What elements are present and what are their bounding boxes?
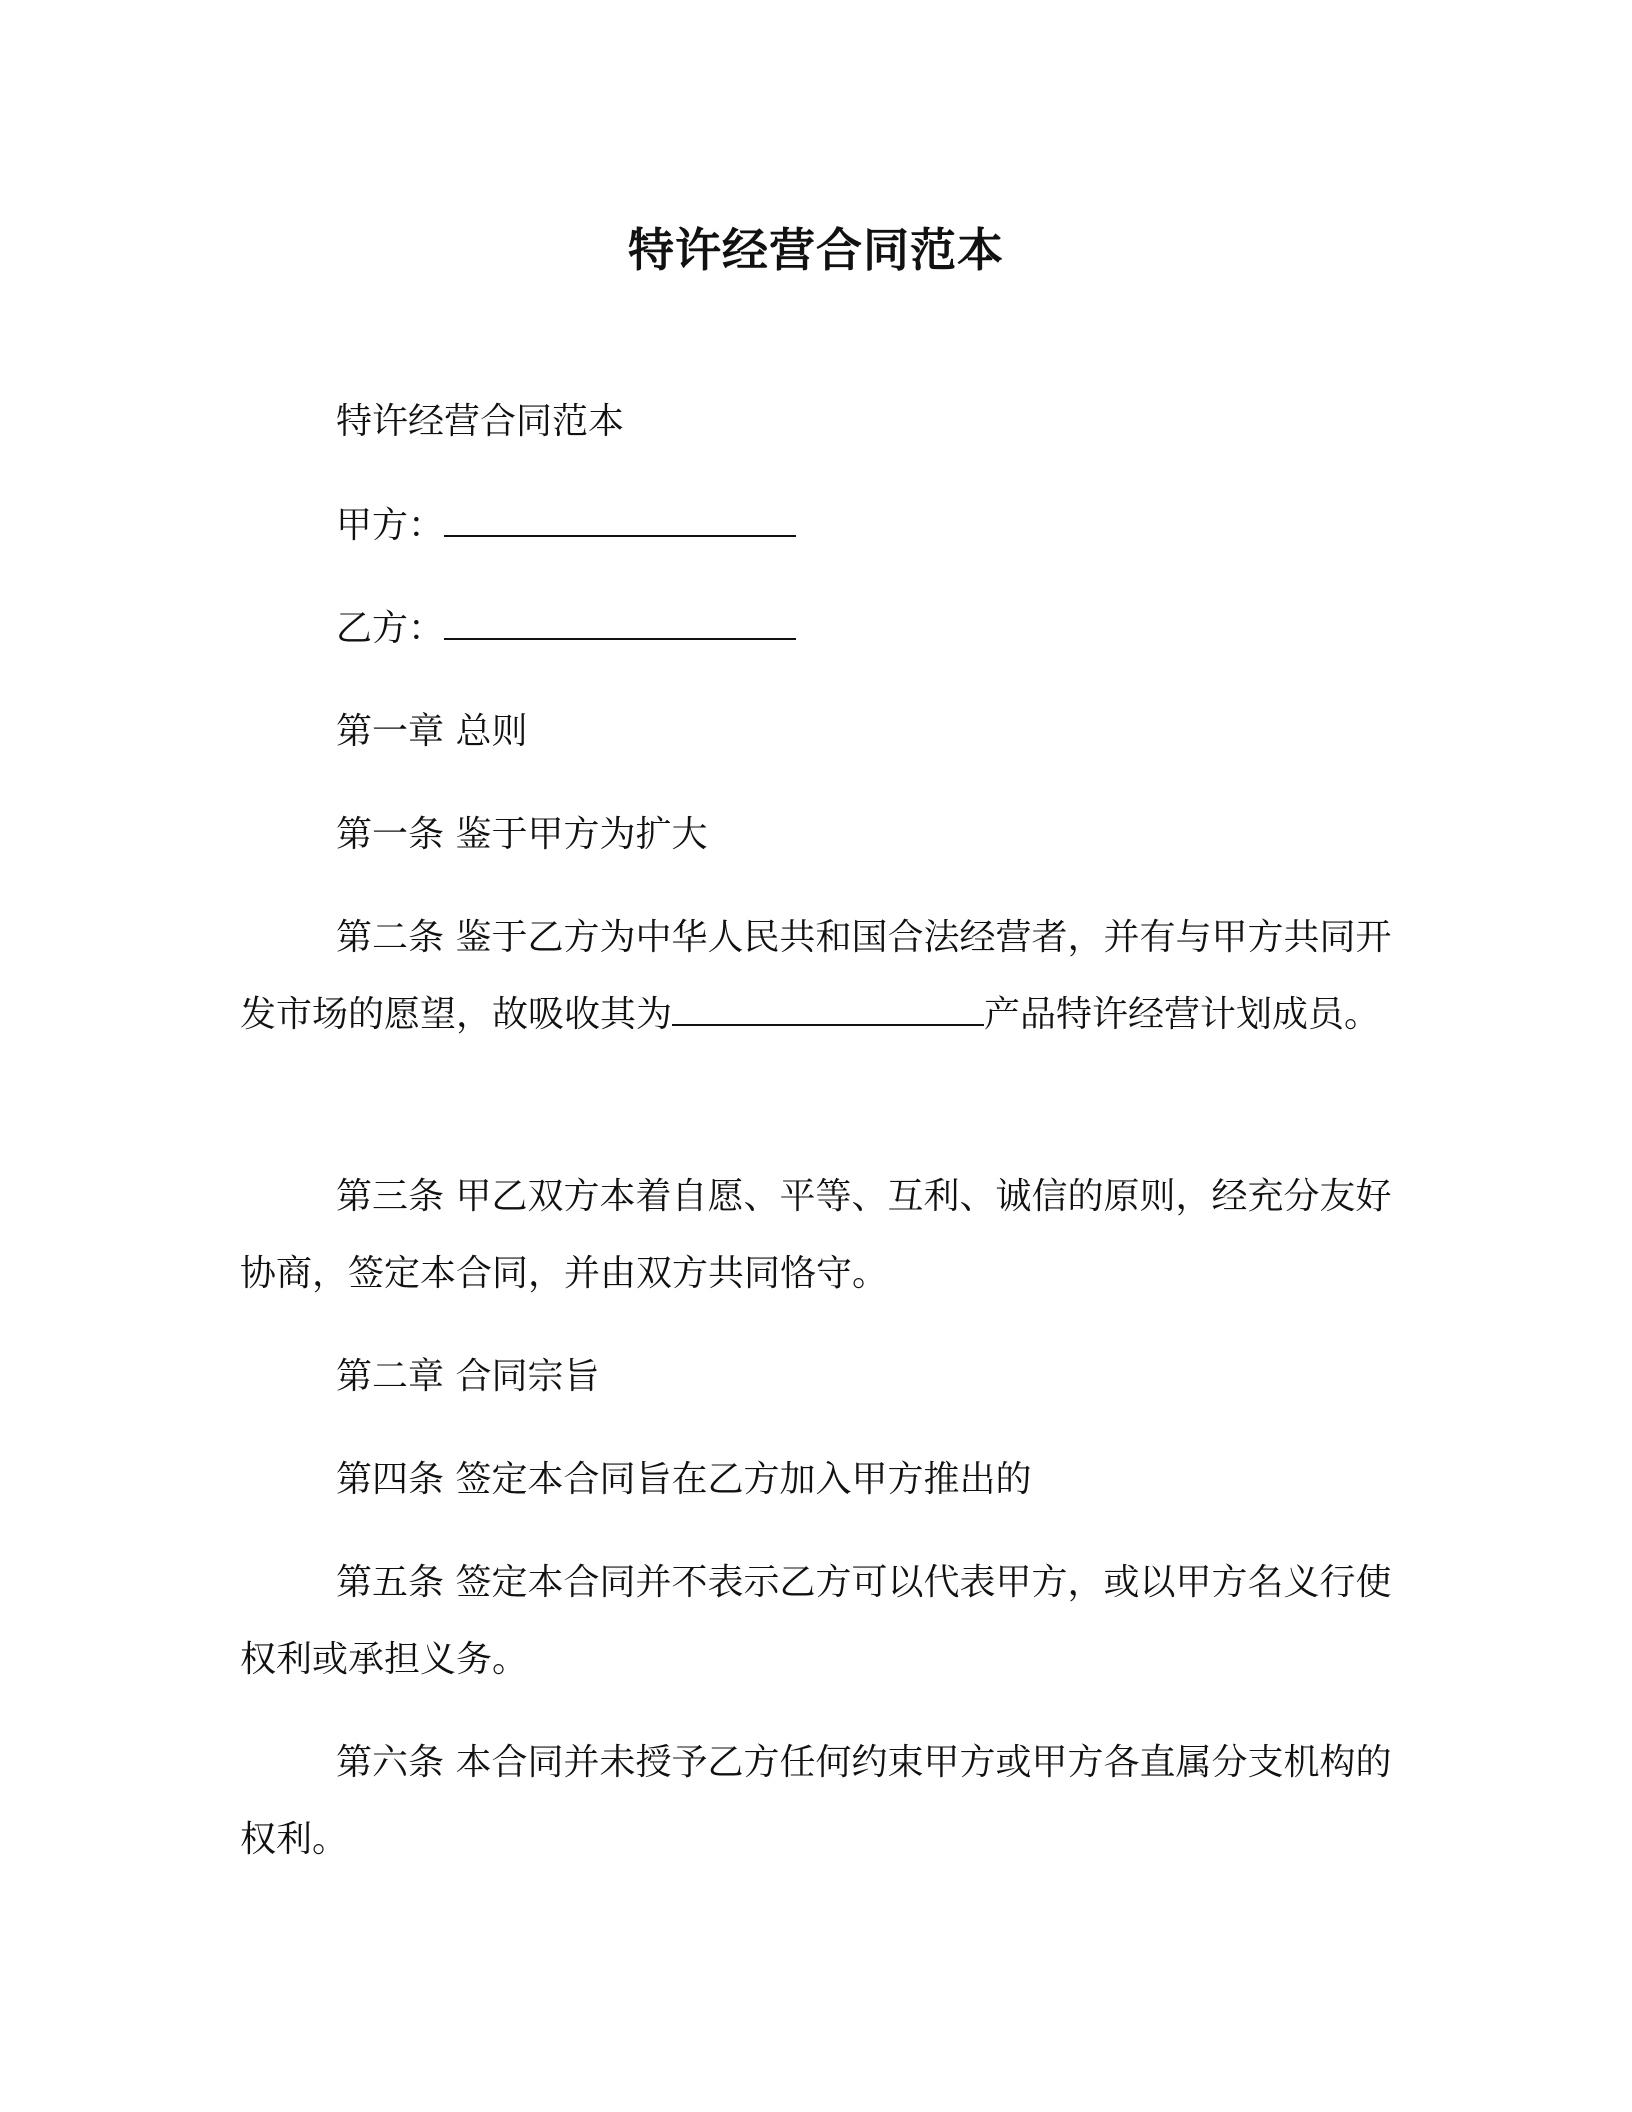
article-6: 第六条 本合同并未授予乙方任何约束甲方或甲方各直属分支机构的权利。 [240, 1742, 1392, 1860]
article-3: 第三条 甲乙双方本着自愿、平等、互利、诚信的原则，经充分友好协商，签定本合同，并由双方共同恪守。 [240, 1176, 1392, 1294]
article-4: 第四条 签定本合同旨在乙方加入甲方推出的 [336, 1459, 1032, 1500]
subtitle-line: 特许经营合同范本 [336, 401, 625, 442]
chapter-heading: 第一章 总则 [336, 711, 528, 752]
article-5: 第五条 签定本合同并不表示乙方可以代表甲方，或以甲方名义行使权利或承担义务。 [240, 1562, 1392, 1680]
party-a-blank [444, 505, 796, 537]
party-b-label: 乙方： [336, 608, 445, 649]
article-2-text-end: 产品特许经营计划成员。 [984, 994, 1381, 1035]
party-b-line [240, 590, 1392, 667]
product-blank [672, 994, 984, 1026]
party-a-label: 甲方： [336, 505, 445, 546]
party-b-blank [444, 608, 796, 640]
article-1: 第一条 鉴于甲方为扩大 [336, 814, 708, 855]
party-a-line [240, 487, 1392, 564]
article-2-text-start: 第二条 鉴于乙方为中华人民共和国合法经营者，并有与甲方共同开发市场的愿望，故吸收其为 [240, 917, 1392, 1035]
document-title: 特许经营合同范本 [628, 223, 1004, 277]
chapter-heading: 第二章 合同宗旨 [336, 1356, 600, 1397]
article-2 [240, 899, 1392, 1053]
